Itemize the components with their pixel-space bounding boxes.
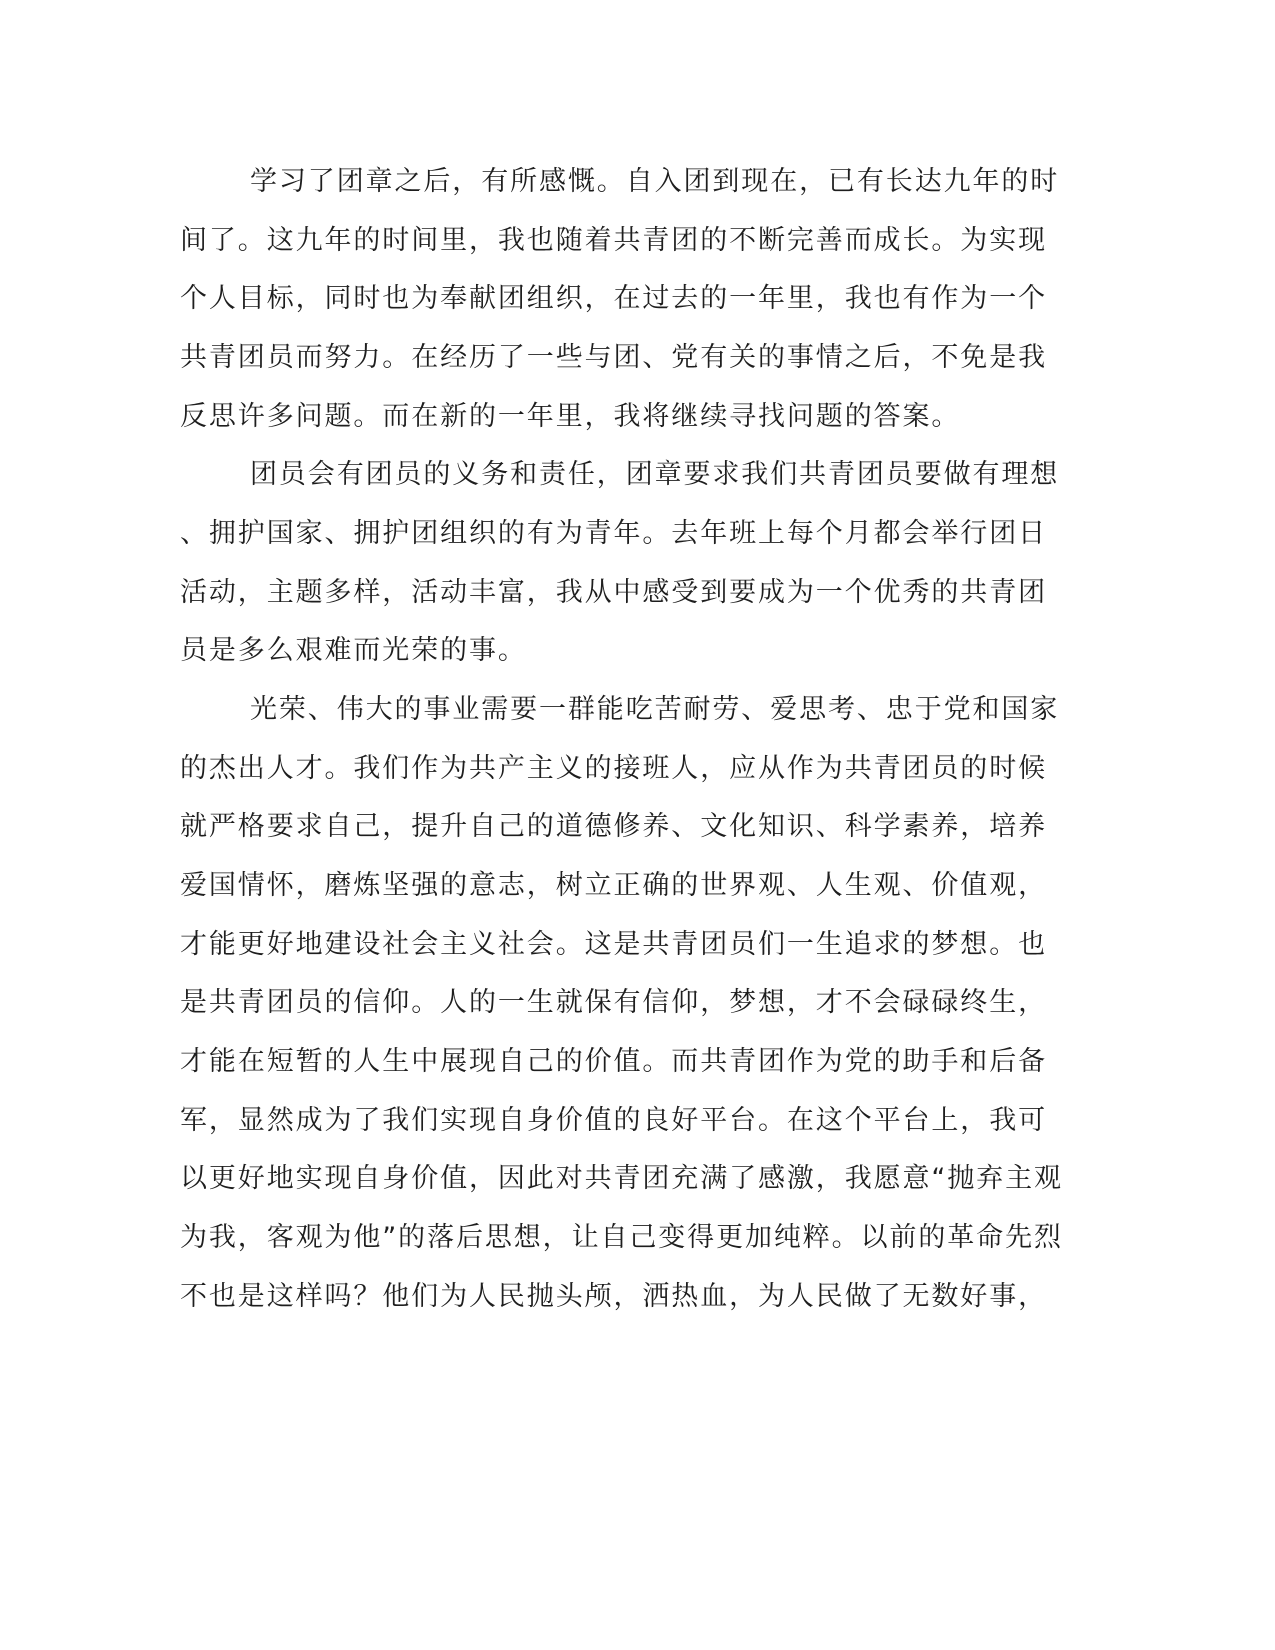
text-line: 是共青团员的信仰。人的一生就保有信仰，梦想，才不会碌碌终生， (180, 987, 1047, 1018)
text-line: 为我，客观为他”的落后思想，让自己变得更加纯粹。以前的革命先烈 (180, 1222, 1063, 1253)
text-line: 共青团员而努力。在经历了一些与团、党有关的事情之后，不免是我 (180, 342, 1047, 373)
text-line: 间了。这九年的时间里，我也随着共青团的不断完善而成长。为实现 (180, 225, 1047, 256)
text-line: 才能更好地建设社会主义社会。这是共青团员们一生追求的梦想。也 (180, 929, 1047, 960)
text-line: 员是多么艰难而光荣的事。 (180, 635, 527, 666)
text-line: 光荣、伟大的事业需要一群能吃苦耐劳、爱思考、忠于党和国家 (250, 694, 1060, 725)
text-line: 才能在短暂的人生中展现自己的价值。而共青团作为党的助手和后备 (180, 1046, 1047, 1077)
text-line: 爱国情怀，磨炼坚强的意志，树立正确的世界观、人生观、价值观， (180, 870, 1047, 901)
text-line: 活动，主题多样，活动丰富，我从中感受到要成为一个优秀的共青团 (180, 577, 1047, 608)
text-line: 不也是这样吗？他们为人民抛头颅，洒热血，为人民做了无数好事， (180, 1281, 1047, 1312)
text-line: 的杰出人才。我们作为共产主义的接班人，应从作为共青团员的时候 (180, 753, 1047, 784)
text-line: 个人目标，同时也为奉献团组织，在过去的一年里，我也有作为一个 (180, 283, 1047, 314)
text-line: 军，显然成为了我们实现自身价值的良好平台。在这个平台上，我可 (180, 1105, 1047, 1136)
text-line: 团员会有团员的义务和责任，团章要求我们共青团员要做有理想 (250, 459, 1060, 490)
text-line: 以更好地实现自身价值，因此对共青团充满了感激，我愿意“抛弃主观 (180, 1163, 1063, 1194)
text-line: 学习了团章之后，有所感慨。自入团到现在，已有长达九年的时 (250, 166, 1060, 197)
text-line: 反思许多问题。而在新的一年里，我将继续寻找问题的答案。 (180, 401, 961, 432)
text-line: 、拥护国家、拥护团组织的有为青年。去年班上每个月都会举行团日 (180, 518, 1047, 549)
text-line: 就严格要求自己，提升自己的道德修养、文化知识、科学素养，培养 (180, 811, 1047, 842)
